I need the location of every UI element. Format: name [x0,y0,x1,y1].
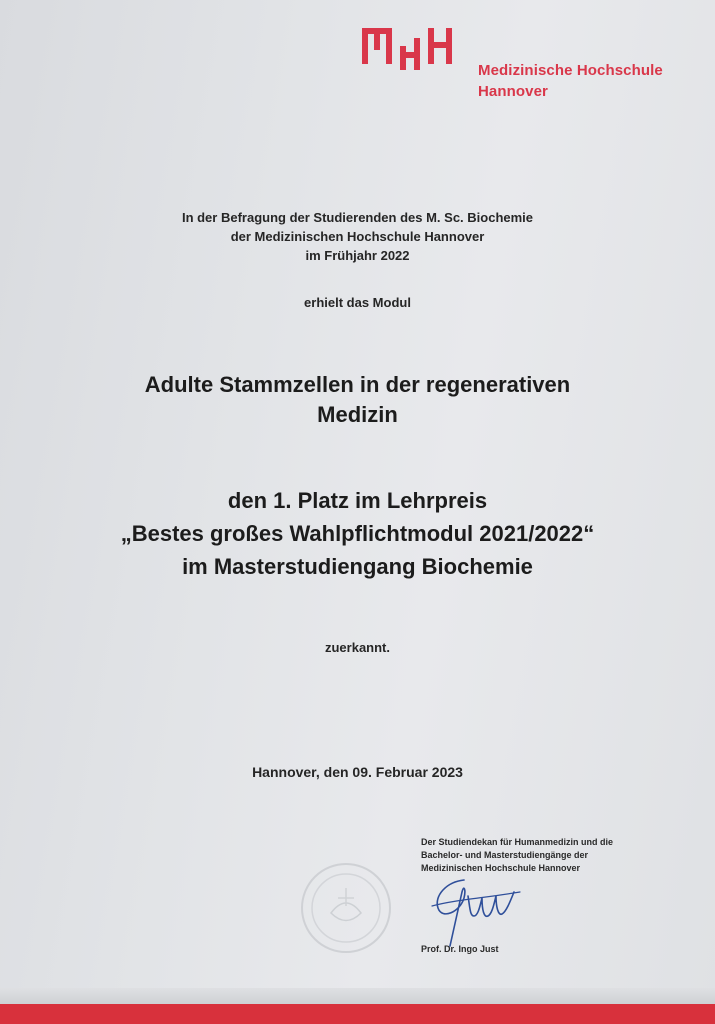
mhh-logo-mark [362,26,472,70]
received-text: erhielt das Modul [304,295,411,310]
award-text [0,484,715,583]
intro-line-2: der Medizinischen Hochschule Hannover [230,229,485,244]
bottom-red-stripe [0,1004,715,1024]
award-line-1: den 1. Platz im Lehrpreis [227,488,488,513]
logo-org-line-1: Medizinische Hochschule [478,62,663,79]
award-line-3: im Masterstudiengang Biochemie [182,554,533,579]
intro-text [0,208,715,265]
intro-line-3: im Frühjahr 2022 [305,248,410,263]
bottom-shadow [0,988,715,1004]
handwritten-signature [424,862,534,952]
signer-line-2: Bachelor- und Masterstudiengänge der [421,850,589,860]
module-title-line-2: Medizin [317,402,398,427]
logo-org-line-2: Hannover [478,83,548,100]
awarded-text: zuerkannt. [324,640,390,655]
embossed-seal-icon [296,858,396,958]
module-title-line-1: Adulte Stammzellen in der regenerativen [144,372,571,397]
signer-line-3: Medizinischen Hochschule Hannover [421,863,581,873]
mhh-logo [362,26,682,110]
award-line-2: „Bestes großes Wahlpflichtmodul 2021/2022“ [120,521,595,546]
module-title [0,370,715,430]
place-date: Hannover, den 09. Februar 2023 [252,764,463,780]
signer-line-1: Der Studiendekan für Humanmedizin und die [421,837,614,847]
intro-line-1: In der Befragung der Studierenden des M. Sc. Biochemie [181,210,534,225]
signer-name: Prof. Dr. Ingo Just [421,944,499,954]
